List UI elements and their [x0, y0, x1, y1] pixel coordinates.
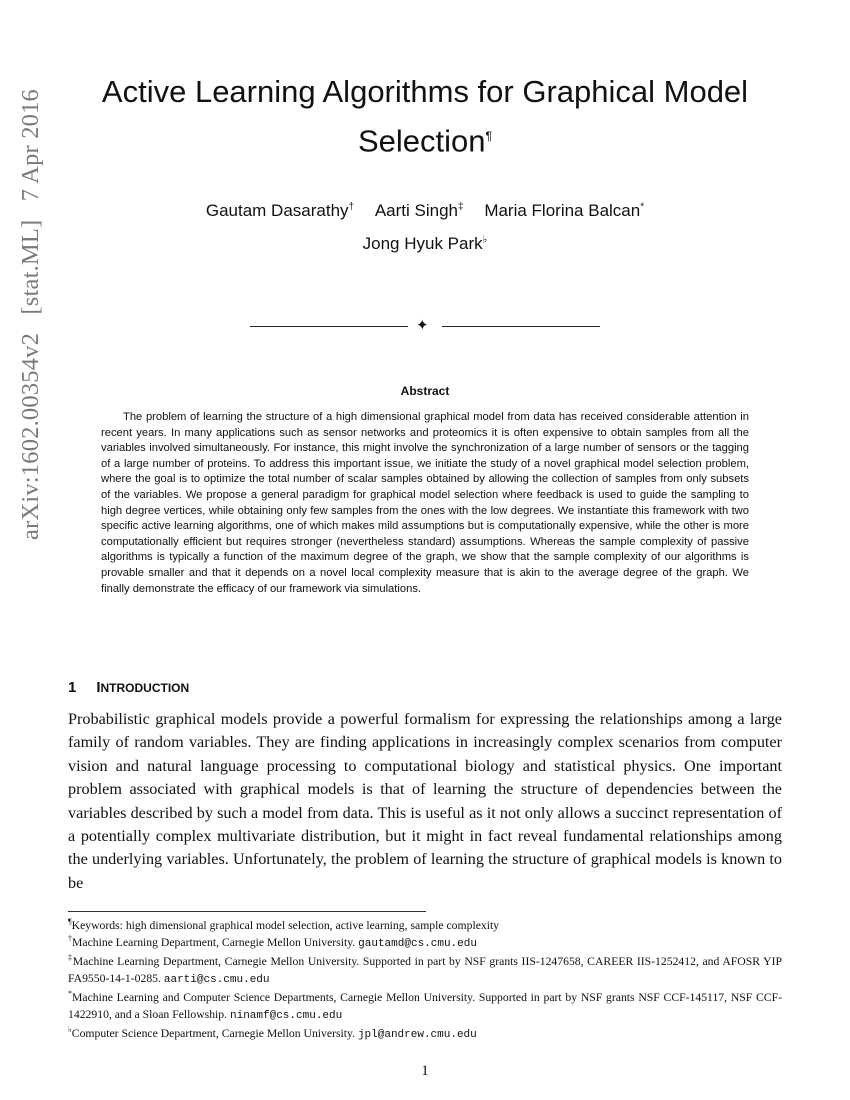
author-row-1	[0, 192, 850, 226]
abstract-body: The problem of learning the structure of a high dimensional graphical model from data has received considerable attention in recent years. In many applications such as sensor networks and proteomics it is often expensive to obtain samples from all the variables involved simultaneously. For instance, this might involve the synchronization of a large number of sensors or the tagging of a large number of proteins. To address this important issue, we initiate the study of a novel graphical model selection problem, where the goal is to optimize the total number of scalar samples obtained by allowing the collection of samples from only subsets of the variables. We propose a general paradigm for graphical model selection where feedback is used to guide the sampling to high degree vertices, while obtaining only few samples from the ones with the low degrees. We instantiate this framework with two specific active learning algorithms, one of which makes mild assumptions but is computationally expensive, while the other is more computationally efficient but requires stronger (nevertheless standard) assumptions. Whereas the sample complexity of passive algorithms is typically a function of the maximum degree of the graph, we show that the sample complexity of our algorithms is provable smaller and that it depends on a novel local complexity measure that is akin to the average degree of the graph. We finally demonstrate the efficacy of our framework via simulations.	[101, 411, 749, 595]
section-number: 1	[68, 679, 77, 696]
divider-line-left	[250, 326, 408, 327]
footnote-mark: ¶	[68, 917, 72, 927]
email-link[interactable]: aarti@cs.cmu.edu	[163, 974, 270, 986]
footnote-author	[68, 934, 782, 953]
email-link[interactable]: gautamd@cs.cmu.edu	[358, 938, 477, 950]
footnote-mark: ‡	[68, 953, 73, 963]
footnote-author	[68, 953, 782, 989]
arxiv-date: 7 Apr 2016	[17, 89, 44, 202]
email-link[interactable]: jpl@andrew.cmu.edu	[357, 1029, 477, 1041]
introduction-body: Probabilistic graphical models provide a powerful formalism for expressing the relationships among a large family of random variables. They are finding applications in increasingly complex scenarios from computer vision and natural language processing to computational biology and statistical physics. One important problem associated with graphical models is that of learning the structure of dependencies between the variables described by such a model from data. This is useful as it not only allows a succinct representation of a potentially complex multivariate distribution, but it might in fact reveal fundamental relationships among the underlying variables. Unfortunately, the problem of learning the structure of graphical models is known to be	[68, 710, 782, 892]
footnote-text: Machine Learning Department, Carnegie Mellon University.	[72, 936, 359, 949]
footnote-mark: †	[68, 934, 72, 944]
title-line-2-text: Selection	[358, 123, 486, 159]
title-line-1: Active Learning Algorithms for Graphical Model	[101, 74, 749, 109]
abstract-heading: Abstract	[400, 384, 450, 398]
arxiv-id: arXiv:1602.00354v2	[17, 332, 44, 540]
divider-star-icon: ✦	[416, 316, 429, 334]
author-row-2	[0, 226, 850, 260]
arxiv-category: [stat.ML]	[17, 219, 44, 315]
footnote-text: Machine Learning Department, Carnegie Mellon University. Supported in part by NSF grants IIS-1247658, CAREER IIS-1252412, and AFOSR YIP FA9550-14-1-0285.	[68, 955, 782, 985]
footnote-mark: ♭	[68, 1025, 72, 1035]
title-footnote-mark: ¶	[485, 129, 492, 143]
author	[484, 201, 644, 220]
footnote-author	[68, 1025, 782, 1044]
footnote-author	[68, 989, 782, 1025]
author-name: Maria Florina Balcan	[484, 200, 641, 220]
footnotes	[68, 917, 782, 1044]
author-mark: ♭	[482, 234, 488, 246]
author-mark: †	[348, 201, 355, 212]
author	[375, 201, 464, 220]
footnote-keywords	[68, 917, 782, 934]
title-line-2	[0, 114, 850, 163]
footnote-mark: *	[68, 989, 72, 999]
footnote-text: Computer Science Department, Carnegie Mellon University.	[71, 1027, 358, 1040]
author-mark: ‡	[458, 201, 464, 212]
author-list	[0, 192, 850, 259]
author-name: Gautam Dasarathy	[205, 200, 349, 220]
section-heading	[68, 679, 189, 696]
author	[206, 201, 354, 220]
divider-line-right	[442, 326, 600, 327]
footnote-rule	[68, 911, 426, 912]
footnote-text: Keywords: high dimensional graphical model selection, active learning, sample complexity	[71, 919, 500, 932]
author	[363, 234, 488, 253]
title-divider	[250, 318, 600, 336]
page-number: 1	[421, 1063, 429, 1079]
email-link[interactable]: ninamf@cs.cmu.edu	[230, 1010, 343, 1022]
footnote-text: Machine Learning and Computer Science Departments, Carnegie Mellon University. Supported in part by NSF grants NSF CCF-145117, NSF CCF-1422910, and a Sloan Fellowship.	[68, 991, 782, 1021]
author-name: Jong Hyuk Park	[362, 234, 483, 254]
section-title-rest: NTRODUCTION	[100, 681, 190, 695]
section-title-initial: I	[96, 679, 101, 696]
author-mark: *	[640, 201, 645, 212]
author-name: Aarti Singh	[374, 200, 459, 220]
paper-title	[0, 70, 850, 163]
